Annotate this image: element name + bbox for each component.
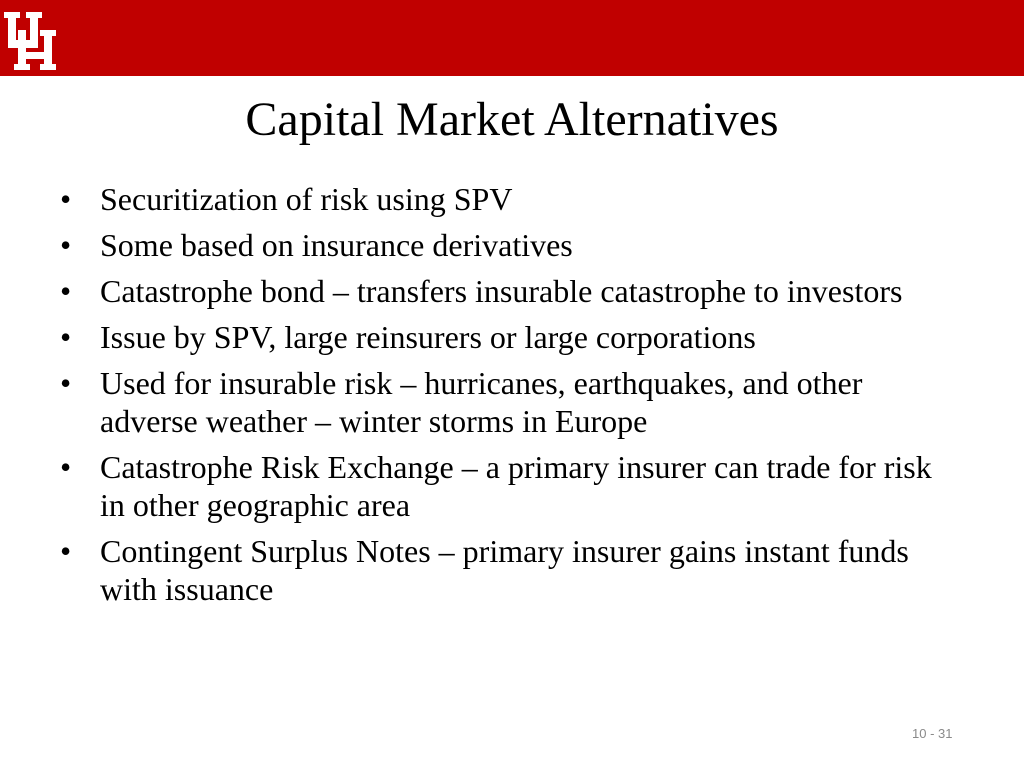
bullet-text: Some based on insurance derivatives	[100, 227, 573, 263]
slide-title: Capital Market Alternatives	[245, 93, 779, 146]
bullet-text: Issue by SPV, large reinsurers or large corporations	[100, 319, 756, 355]
bullet-text: Used for insurable risk – hurricanes, earthquakes, and other adverse weather – winter storms in Europe	[100, 365, 863, 439]
bullet-icon: •	[60, 227, 72, 263]
uh-logo-icon	[0, 0, 64, 76]
list-item	[60, 226, 960, 264]
bullet-text: Contingent Surplus Notes – primary insurer gains instant funds with issuance	[100, 533, 909, 607]
page-number: 10 - 31	[912, 726, 953, 741]
bullet-icon: •	[60, 365, 72, 401]
bullet-text: Catastrophe bond – transfers insurable catastrophe to investors	[100, 273, 903, 309]
list-item	[60, 448, 960, 524]
bullet-text: Securitization of risk using SPV	[100, 181, 513, 217]
list-item	[60, 180, 960, 218]
bullet-icon: •	[60, 533, 72, 569]
header-bar	[0, 0, 1024, 76]
bullet-icon: •	[60, 181, 72, 217]
list-item	[60, 272, 960, 310]
bullet-icon: •	[60, 449, 72, 485]
list-item	[60, 364, 960, 440]
bullet-text: Catastrophe Risk Exchange – a primary insurer can trade for risk in other geographic area	[100, 449, 932, 523]
bullet-icon: •	[60, 273, 72, 309]
list-item	[60, 532, 960, 608]
bullet-icon: •	[60, 319, 72, 355]
bullet-list	[60, 180, 960, 616]
list-item	[60, 318, 960, 356]
